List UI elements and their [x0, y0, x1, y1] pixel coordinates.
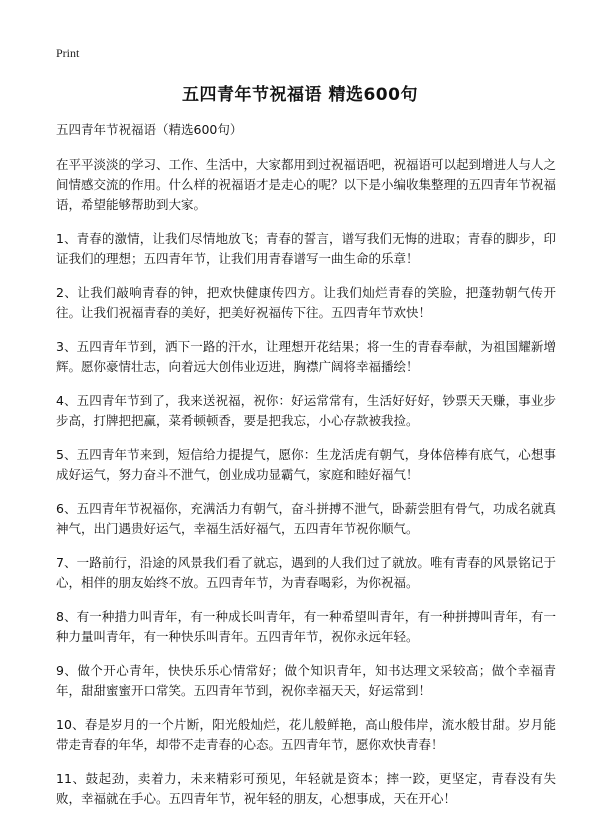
blessing-item-11: 11、鼓起劲，卖着力，未来精彩可预见，年轻就是资本；摔一跤，更坚定，青春没有失败，幸福就在手心。五四青年节，祝年轻的朋友，心想事成，天在开心！ — [56, 771, 556, 806]
blessing-item-10: 10、春是岁月的一个片断，阳光般灿烂，花儿般鲜艳，高山般伟岸，流水般甘甜。岁月能带走青春的年华，却带不走青春的心态。五四青年节，愿你欢快青春！ — [56, 717, 556, 752]
blessing-item-6: 6、五四青年节祝福你，充满活力有朝气，奋斗拼搏不泄气，卧薪尝胆有骨气，功成名就真神气，出门遇贵好运气，幸福生活好福气，五四青年节祝你顺气。 — [56, 501, 556, 536]
article-body — [56, 120, 556, 823]
blessing-item-1: 1、青春的激情，让我们尽情地放飞；青春的誓言，谱写我们无悔的进取；青春的脚步，印证我们的理想；五四青年节，让我们用青春谱写一曲生命的乐章！ — [56, 231, 556, 266]
page-title: 五四青年节祝福语 精选600句 — [182, 85, 418, 105]
blessing-item-8: 8、有一种措力叫青年，有一种成长叫青年，有一种希望叫青年，有一种拼搏叫青年，有一种力量叫青年，有一种快乐叫青年。五四青年节，祝你永远年轻。 — [56, 609, 556, 644]
print-link[interactable]: Print — [56, 46, 80, 60]
article-subtitle: 五四青年节祝福语（精选600句） — [56, 122, 243, 137]
blessing-item-4: 4、五四青年节到了，我来送祝福，祝你：好运常常有，生活好好好，钞票天天赚，事业步步高，打牌把把赢，菜肴顿顿香，要是把我忘，小心存款被我捡。 — [56, 393, 556, 428]
intro-paragraph: 在平平淡淡的学习、工作、生活中，大家都用到过祝福语吧，祝福语可以起到增进人与人之间情感交流的作用。什么样的祝福语才是走心的呢？以下是小编收集整理的五四青年节祝福语，希望能够帮助到大家。 — [56, 157, 557, 212]
blessing-item-9: 9、做个开心青年，快快乐乐心情常好；做个知识青年，知书达理文采较高；做个幸福青年，甜甜蜜蜜开口常笑。五四青年节到，祝你幸福天天，好运常到！ — [56, 663, 556, 698]
blessing-item-5: 5、五四青年节来到，短信给力提提气，愿你：生龙活虎有朝气，身体倍棒有底气，心想事成好运气，努力奋斗不泄气，创业成功显霸气，家庭和睦好福气！ — [56, 447, 556, 482]
blessing-item-7: 7、一路前行，沿途的风景我们看了就忘，遇到的人我们过了就放。唯有青春的风景铭记于心，相伴的朋友始终不放。五四青年节，为青春喝彩，为你祝福。 — [56, 555, 556, 590]
blessing-item-3: 3、五四青年节到，洒下一路的汗水，让理想开花结果；将一生的青春奉献，为祖国耀新增辉。愿你豪情壮志，向着远大创伟业迈进，胸襟广阔将幸福播绘！ — [56, 339, 556, 374]
blessing-item-2: 2、让我们敲响青春的钟，把欢快健康传四方。让我们灿烂青春的笑脸，把蓬勃朝气传开往。让我们祝福青春的美好，把美好祝福传下往。五四青年节欢快！ — [56, 285, 556, 320]
